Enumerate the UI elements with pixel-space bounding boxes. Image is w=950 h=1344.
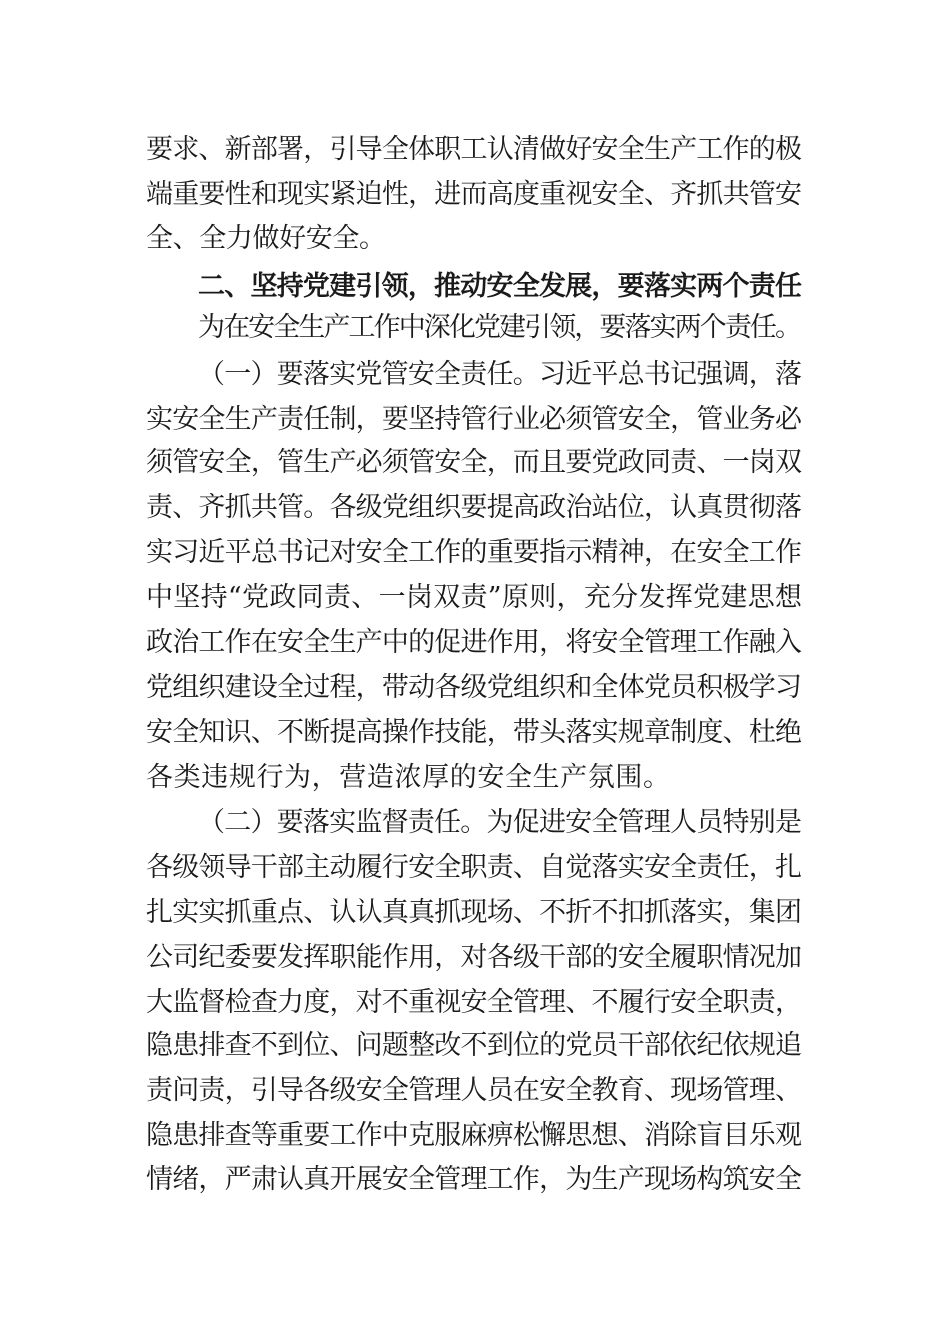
text-line	[0, 665, 950, 711]
line-text: 端重要性和现实紧迫性，进而高度重视安全、齐抓共管安	[146, 179, 802, 210]
heading-text: 二、坚持党建引领，推动安全发展，要落实两个责任	[198, 271, 802, 302]
section-heading	[0, 264, 950, 310]
subsection-line	[0, 800, 950, 846]
line-text: 扎实实抓重点、认认真真抓现场、不折不扣抓落实，集团	[146, 897, 802, 928]
line-text: 隐患排查不到位、问题整改不到位的党员干部依纪依规追	[146, 1030, 802, 1061]
line-text: 党组织建设全过程，带动各级党组织和全体党员积极学习	[146, 672, 802, 703]
text-line	[0, 620, 950, 666]
text-line	[0, 485, 950, 531]
line-text: 情绪，严肃认真开展安全管理工作，为生产现场构筑安全	[146, 1164, 802, 1195]
text-line	[0, 1157, 950, 1203]
line-text: 安全知识、不断提高操作技能，带头落实规章制度、杜绝	[146, 717, 802, 748]
text-line	[0, 127, 950, 173]
text-line	[0, 172, 950, 218]
text-line	[0, 1023, 950, 1069]
text-line	[0, 890, 950, 936]
text-line	[0, 935, 950, 981]
text-line	[0, 1113, 950, 1159]
line-text: （一）要落实党管安全责任。习近平总书记强调，落	[198, 359, 802, 390]
line-text: 公司纪委要发挥职能作用，对各级干部的安全履职情况加	[146, 942, 802, 973]
text-line	[0, 397, 950, 443]
line-text: 隐患排查等重要工作中克服麻痹松懈思想、消除盲目乐观	[146, 1120, 802, 1151]
line-text: 实安全生产责任制，要坚持管行业必须管安全，管业务必	[146, 404, 802, 435]
line-text: 责、齐抓共管。各级党组织要提高政治站位，认真贯彻落	[146, 492, 802, 523]
text-line	[0, 216, 950, 262]
line-text: 全、全力做好安全。	[146, 223, 386, 254]
line-text: 各级领导干部主动履行安全职责、自觉落实安全责任，扎	[146, 852, 802, 883]
line-text: 实习近平总书记对安全工作的重要指示精神，在安全工作	[146, 537, 802, 568]
text-line	[0, 305, 950, 351]
line-text: 大监督检查力度，对不重视安全管理、不履行安全职责，	[146, 987, 802, 1018]
line-text: 责问责，引导各级安全管理人员在安全教育、现场管理、	[146, 1075, 802, 1106]
text-line	[0, 440, 950, 486]
subsection-line	[0, 352, 950, 398]
text-line	[0, 530, 950, 576]
text-line	[0, 710, 950, 756]
line-text: 中坚持“党政同责、一岗双责”原则，充分发挥党建思想	[146, 582, 803, 613]
line-text: 各类违规行为，营造浓厚的安全生产氛围。	[146, 762, 671, 793]
text-line	[0, 980, 950, 1026]
line-text: 政治工作在安全生产中的促进作用，将安全管理工作融入	[146, 627, 802, 658]
line-text: 要求、新部署，引导全体职工认清做好安全生产工作的极	[146, 134, 802, 165]
text-line	[0, 1068, 950, 1114]
text-line	[0, 845, 950, 891]
text-line	[0, 755, 950, 801]
line-text: 须管安全，管生产必须管安全，而且要党政同责、一岗双	[146, 447, 802, 478]
line-text: 为在安全生产工作中深化党建引领，要落实两个责任。	[198, 312, 801, 343]
text-line	[0, 575, 950, 621]
line-text: （二）要落实监督责任。为促进安全管理人员特别是	[198, 807, 802, 838]
